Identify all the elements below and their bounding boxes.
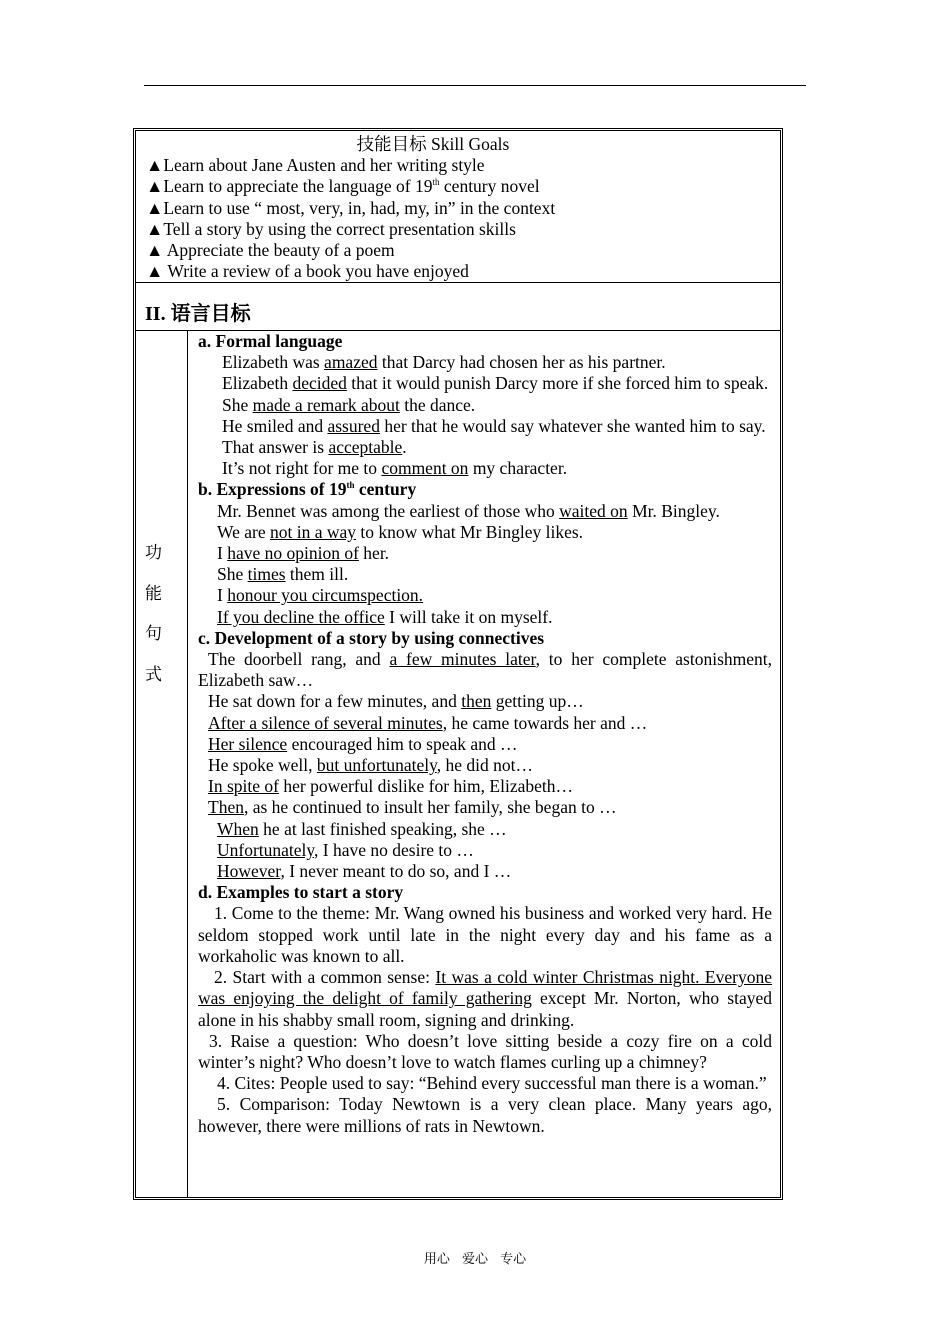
line-text: , he came towards her and … (442, 712, 648, 733)
example-line (198, 607, 772, 628)
example-line (198, 564, 772, 585)
line-text: to know what Mr Bingley likes. (356, 521, 584, 542)
side-label-char: 句 (145, 624, 162, 644)
underlined-phrase: However (217, 861, 281, 882)
triangle-icon: ▲ (146, 261, 164, 282)
underlined-phrase: assured (327, 415, 380, 436)
line-text: 3. Raise a question: Who doesn’t love sitting beside a cozy fire on a cold winter’s night? Who doesn’t love to watch flames curling up a chimney? (198, 1030, 772, 1072)
language-goals-heading: II. 语言目标 (136, 283, 780, 331)
skill-goal-text: century novel (439, 176, 540, 197)
line-text: She (222, 394, 253, 415)
line-text: He sat down for a few minutes, and (208, 691, 462, 712)
line-text: The doorbell rang, and (208, 649, 390, 670)
underlined-phrase: In spite of (208, 776, 279, 797)
skill-goal-text: Write a review of a book you have enjoyed (163, 261, 469, 282)
story-example (198, 903, 772, 967)
underlined-phrase: then (461, 691, 492, 712)
line-text: that Darcy had chosen her as his partner. (377, 352, 666, 373)
underlined-phrase: Her silence (208, 733, 288, 754)
underlined-phrase: made a remark about (252, 394, 400, 415)
line-text: 5. Comparison: Today Newtown is a very clean place. Many years ago, however, there were millions of rats in Newtown. (198, 1094, 772, 1136)
line-text: That answer is (222, 437, 329, 458)
example-line (198, 458, 772, 479)
line-text: Elizabeth was (222, 352, 325, 373)
skill-goals-title: 技能目标 Skill Goals (356, 134, 510, 154)
underlined-phrase: It was a cold winter Christmas night. Everyone was enjoying the delight of family gathering (198, 967, 772, 1009)
triangle-icon: ▲ (146, 240, 164, 261)
story-example (198, 967, 772, 1031)
line-text: I (217, 543, 228, 564)
triangle-icon: ▲ (146, 155, 164, 176)
example-line (198, 861, 772, 882)
section-c-heading: c. Development of a story by using connectives (198, 627, 545, 648)
lesson-table (133, 128, 783, 1200)
line-text: Mr. Bingley. (627, 500, 720, 521)
line-text: I will take it on myself. (384, 606, 553, 627)
example-line (198, 776, 772, 797)
line-text: encouraged him to speak and … (287, 733, 518, 754)
line-text: 2. Start with a common sense: (214, 967, 436, 988)
skill-goal-item (146, 176, 780, 197)
skill-goals-cell (136, 131, 780, 283)
line-text: that it would punish Darcy more if she forced him to speak. (346, 373, 769, 394)
skill-goal-item (146, 198, 780, 219)
line-text: 1. Come to the theme: Mr. Wang owned his business and worked very hard. He seldom stopped work until late in the night every day and his fame as a workaholic was known to all. (198, 903, 772, 966)
example-line (198, 352, 772, 373)
line-text: , to her complete astonishment, Elizabeth saw… (198, 649, 772, 691)
line-text: I (217, 585, 228, 606)
example-line (198, 734, 772, 755)
side-label-char: 式 (145, 665, 162, 685)
line-text: her that he would say whatever she wanted him to say. (379, 415, 766, 436)
example-line (198, 840, 772, 861)
underlined-phrase: decided (292, 373, 347, 394)
triangle-icon: ▲ (146, 218, 164, 239)
line-text: Mr. Bennet was among the earliest of those who (217, 500, 560, 521)
underlined-phrase: Unfortunately (217, 839, 315, 860)
underlined-phrase: After a silence of several minutes (208, 712, 443, 733)
example-line (198, 585, 772, 606)
example-line (198, 819, 772, 840)
underlined-phrase: waited on (559, 500, 628, 521)
story-example (198, 1031, 772, 1073)
superscript: th (432, 177, 440, 188)
section-d-heading: d. Examples to start a story (198, 882, 404, 903)
example-line (198, 691, 772, 712)
skill-goal-text: Learn about Jane Austen and her writing style (163, 155, 485, 176)
skill-goal-text: Appreciate the beauty of a poem (163, 240, 395, 261)
example-line (198, 501, 772, 522)
header-rule (144, 85, 806, 86)
line-text: her powerful dislike for him, Elizabeth… (278, 776, 573, 797)
underlined-phrase: amazed (324, 352, 378, 373)
line-text: It’s not right for me to (222, 458, 382, 479)
skill-goal-text: Tell a story by using the correct presentation skills (163, 218, 516, 239)
line-text: Elizabeth (222, 373, 293, 394)
superscript: th (346, 480, 355, 491)
line-text: . (402, 437, 407, 458)
line-text: He spoke well, (208, 755, 317, 776)
skill-goal-text: Learn to use “ most, very, in, had, my, in” in the context (163, 197, 556, 218)
example-line (198, 755, 772, 776)
story-example (198, 1094, 772, 1136)
section-a-heading: a. Formal language (198, 331, 343, 351)
underlined-phrase: acceptable (328, 437, 403, 458)
section-b-heading (198, 479, 772, 500)
skill-goal-item (146, 219, 780, 240)
skill-goal-item (146, 155, 780, 176)
line-text: , I never meant to do so, and I … (280, 861, 512, 882)
underlined-phrase: not in a way (270, 521, 357, 542)
line-text: getting up… (491, 691, 584, 712)
line-text: , he did not… (436, 755, 534, 776)
underlined-phrase: honour you circumspection. (227, 585, 424, 606)
underlined-phrase: If you decline the office (217, 606, 385, 627)
line-text: She (217, 564, 248, 585)
line-text: We are (217, 521, 270, 542)
heading-text: b. Expressions of 19 (198, 479, 347, 500)
example-line (198, 416, 772, 437)
triangle-icon: ▲ (146, 176, 164, 197)
skill-goal-item (146, 240, 780, 261)
page-footer: 用心 爱心 专心 (423, 1252, 527, 1267)
story-example (198, 1073, 772, 1094)
line-text: he at last finished speaking, she … (258, 818, 507, 839)
example-line (198, 395, 772, 416)
line-text: except Mr. Norton, who stayed alone in his shabby small room, signing and drinking. (198, 988, 772, 1030)
line-text: 4. Cites: People used to say: “Behind every successful man there is a woman.” (217, 1073, 767, 1094)
heading-text: century (354, 479, 417, 500)
underlined-phrase: comment on (381, 458, 469, 479)
line-text: my character. (468, 458, 568, 479)
underlined-phrase: but unfortunately (316, 755, 437, 776)
example-line (198, 797, 772, 818)
line-text: her. (358, 543, 390, 564)
underlined-phrase: times (247, 564, 286, 585)
skill-goal-text: Learn to appreciate the language of 19 (163, 176, 433, 197)
underlined-phrase: have no opinion of (227, 543, 359, 564)
side-label-cell (136, 331, 188, 1197)
example-line (198, 649, 772, 691)
line-text: He smiled and (222, 415, 328, 436)
underlined-phrase: Then (208, 797, 244, 818)
underlined-phrase: When (217, 818, 259, 839)
triangle-icon: ▲ (146, 197, 164, 218)
example-line (198, 437, 772, 458)
example-line (198, 713, 772, 734)
example-line (198, 373, 772, 394)
example-line (198, 543, 772, 564)
example-line (198, 522, 772, 543)
side-label-char: 能 (145, 584, 162, 604)
underlined-phrase: a few minutes later (389, 649, 536, 670)
sentence-patterns-cell (189, 331, 780, 1197)
line-text: them ill. (285, 564, 349, 585)
line-text: the dance. (399, 394, 476, 415)
line-text: , I have no desire to … (314, 839, 474, 860)
line-text: , as he continued to insult her family, she began to … (243, 797, 617, 818)
skill-goal-item (146, 261, 780, 282)
side-label-char: 功 (145, 543, 162, 563)
